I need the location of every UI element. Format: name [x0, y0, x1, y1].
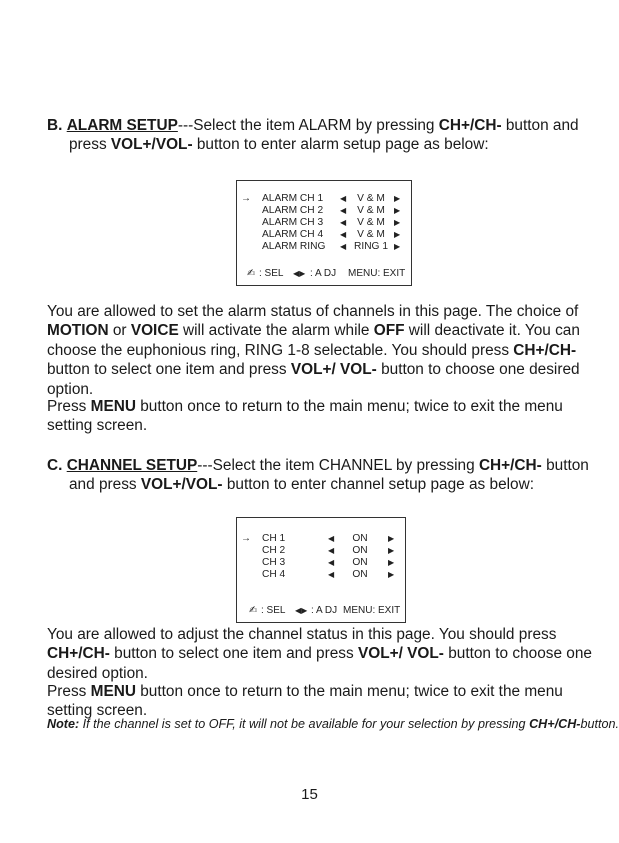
section-b-text-2: button and press — [69, 117, 579, 154]
left-arrow-icon: ◀ — [340, 230, 347, 239]
alarm-row-value: V & M — [357, 229, 385, 240]
alarm-row — [237, 217, 411, 229]
alarm-row-label: ALARM CH 1 — [262, 193, 324, 204]
text: button to select one item and press — [109, 645, 358, 663]
channel-row-label: CH 3 — [262, 557, 286, 568]
text: button once to return to the main menu; twice to exit the menu setting screen. — [47, 398, 563, 435]
left-arrow-icon: ◀ — [328, 570, 335, 579]
voice-keyword: VOICE — [130, 322, 179, 340]
channel-row-label: CH 1 — [262, 533, 286, 544]
menu-key: MENU — [90, 398, 136, 415]
section-b-title: ALARM SETUP — [66, 117, 178, 134]
text: Press — [47, 683, 91, 700]
screen-footer — [237, 605, 405, 617]
adj-label: : A DJ — [310, 268, 337, 279]
adj-label: : A DJ — [311, 605, 338, 616]
right-arrow-icon: ▶ — [388, 570, 395, 579]
cursor-arrow-icon: → — [241, 533, 251, 544]
right-arrow-icon: ▶ — [388, 546, 395, 555]
motion-keyword: MOTION — [47, 322, 109, 340]
vol-key: VOL+/ VOL- — [290, 361, 377, 379]
section-c-heading — [47, 456, 614, 495]
note-text-2: button. — [580, 717, 619, 731]
channel-row-value: ON — [352, 557, 368, 568]
alarm-row-value: RING 1 — [354, 241, 388, 252]
menu-key: MENU — [90, 683, 136, 700]
left-arrow-icon: ◀ — [328, 546, 335, 555]
channel-description — [47, 625, 592, 683]
text: button to choose one desired option. — [47, 361, 580, 398]
channel-row-label: CH 2 — [262, 545, 286, 556]
text: button to select one item and press — [47, 361, 291, 379]
channel-row-value: ON — [352, 569, 368, 580]
note-key: CH+/CH- — [529, 717, 581, 731]
section-b-key-ch: CH+/CH- — [438, 117, 502, 134]
menu-instruction — [47, 397, 592, 436]
section-b-text-3: button to enter alarm setup page as below: — [192, 136, 489, 154]
section-b-letter: B. — [47, 117, 63, 134]
text: will activate the alarm while — [178, 322, 374, 340]
ch-key: CH+/CH- — [47, 645, 110, 663]
cursor-arrow-icon: → — [241, 193, 251, 204]
channel-setup-screen — [236, 517, 406, 623]
channel-row-label: CH 4 — [262, 569, 286, 580]
channel-row — [237, 557, 405, 569]
left-arrow-icon: ◀ — [340, 218, 347, 227]
channel-row-value: ON — [352, 545, 368, 556]
sel-label: : SEL — [259, 268, 284, 279]
channel-row — [237, 545, 405, 557]
left-arrow-icon: ◀ — [340, 194, 347, 203]
section-c-letter: C. — [47, 457, 63, 474]
alarm-row — [237, 193, 411, 205]
alarm-row-label: ALARM CH 3 — [262, 217, 324, 228]
right-arrow-icon: ▶ — [394, 194, 401, 203]
alarm-row-label: ALARM RING — [262, 241, 326, 252]
channel-row-value: ON — [352, 533, 368, 544]
section-b-heading — [47, 116, 614, 155]
adjust-arrows-icon: ◀▶ — [295, 606, 308, 615]
right-arrow-icon: ▶ — [388, 558, 395, 567]
right-arrow-icon: ▶ — [394, 230, 401, 239]
note-text: If the channel is set to OFF, it will not be available for your selection by pressing — [79, 717, 530, 731]
section-c-title: CHANNEL SETUP — [66, 457, 198, 474]
alarm-row-label: ALARM CH 2 — [262, 205, 324, 216]
select-icon: ✍ — [247, 268, 256, 279]
note — [47, 716, 619, 733]
text: button once to return to the main menu; twice to exit the menu setting screen. — [47, 683, 563, 720]
vol-key: VOL+/ VOL- — [357, 645, 444, 663]
screen-footer — [237, 268, 411, 280]
section-c-text-1: ---Select the item CHANNEL by pressing — [197, 457, 479, 474]
left-arrow-icon: ◀ — [328, 558, 335, 567]
channel-row — [237, 569, 405, 581]
alarm-row-value: V & M — [357, 217, 385, 228]
channel-row — [237, 533, 405, 545]
alarm-row-value: V & M — [357, 193, 385, 204]
menu-exit-label: MENU: EXIT — [348, 268, 406, 279]
menu-exit-label: MENU: EXIT — [343, 605, 401, 616]
menu-instruction-2 — [47, 682, 592, 721]
text: will deactivate it. You can choose the euphonious ring, RING 1-8 selectable. You should press — [47, 322, 580, 359]
ch-key: CH+/CH- — [513, 341, 577, 359]
text: button to choose one desired option. — [47, 645, 592, 682]
right-arrow-icon: ▶ — [388, 534, 395, 543]
section-c-key-ch: CH+/CH- — [478, 457, 542, 474]
left-arrow-icon: ◀ — [340, 242, 347, 251]
text: Press — [47, 398, 91, 415]
alarm-row — [237, 229, 411, 241]
sel-label: : SEL — [261, 605, 286, 616]
alarm-setup-screen — [236, 180, 412, 286]
alarm-description — [47, 302, 592, 399]
alarm-row-value: V & M — [357, 205, 385, 216]
section-c-text-2: button and press — [69, 457, 589, 494]
text: or — [108, 322, 131, 340]
text: You are allowed to set the alarm status of channels in this page. The choice of — [47, 303, 579, 320]
text: You are allowed to adjust the channel status in this page. You should press — [47, 626, 557, 643]
adjust-arrows-icon: ◀▶ — [293, 269, 306, 278]
alarm-row-label: ALARM CH 4 — [262, 229, 324, 240]
right-arrow-icon: ▶ — [394, 242, 401, 251]
alarm-row — [237, 205, 411, 217]
right-arrow-icon: ▶ — [394, 218, 401, 227]
section-c-key-vol: VOL+/VOL- — [140, 476, 223, 494]
page-number: 15 — [301, 786, 318, 803]
section-b-key-vol: VOL+/VOL- — [110, 136, 193, 154]
section-b-text-1: ---Select the item ALARM by pressing — [177, 117, 439, 134]
off-keyword: OFF — [373, 322, 405, 340]
alarm-row — [237, 241, 411, 253]
note-label: Note: — [47, 717, 80, 731]
section-c-text-3: button to enter channel setup page as below: — [222, 476, 535, 494]
right-arrow-icon: ▶ — [394, 206, 401, 215]
left-arrow-icon: ◀ — [328, 534, 335, 543]
select-icon: ✍ — [249, 605, 258, 616]
left-arrow-icon: ◀ — [340, 206, 347, 215]
